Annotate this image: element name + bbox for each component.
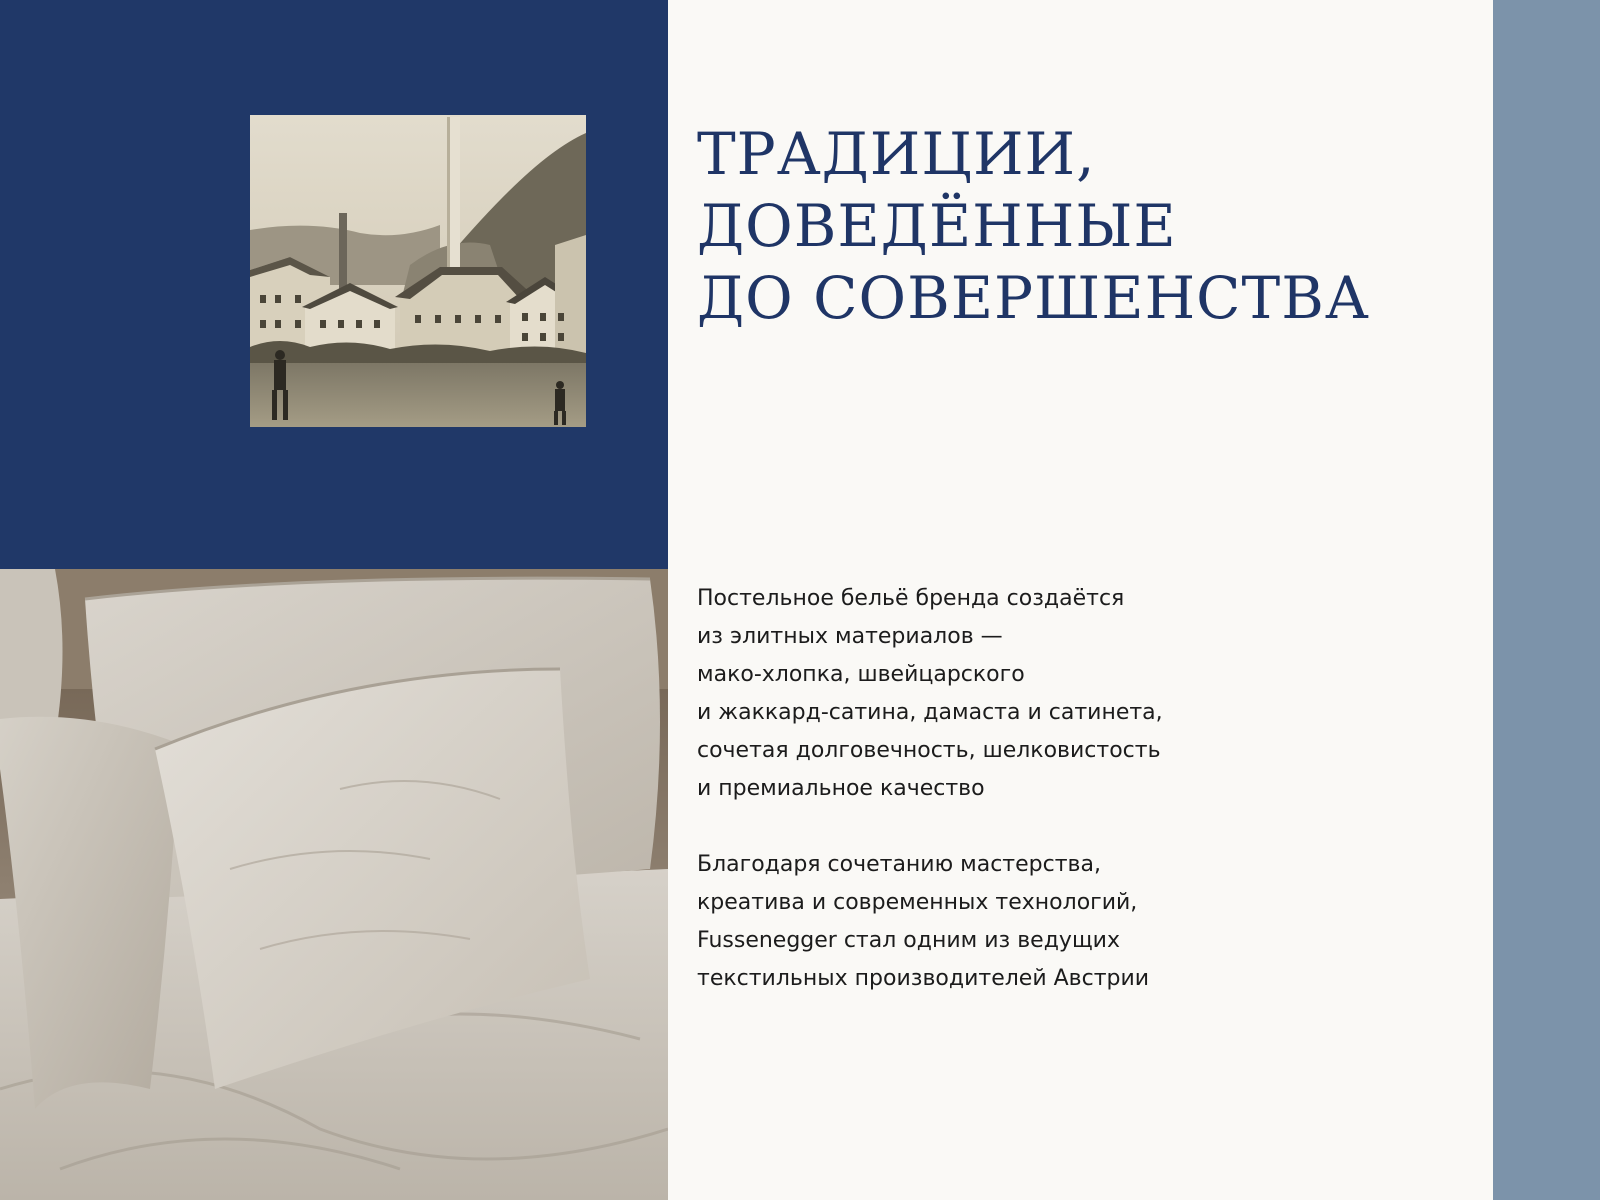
text-line: Fussenegger стал одним из ведущих [697, 928, 1120, 953]
historic-factory-photo [250, 115, 586, 427]
title-line: ДО СОВЕРШЕНСТВА [697, 264, 1370, 332]
text-line: из элитных материалов — [697, 624, 1003, 649]
text-line: Благодаря сочетанию мастерства, [697, 852, 1101, 877]
title-line: ТРАДИЦИИ, [697, 120, 1096, 188]
text-line: и жаккард-сатина, дамаста и сатинета, [697, 700, 1163, 725]
side-strip [1493, 0, 1600, 1200]
page-title [697, 118, 1457, 334]
text-line: и премиальное качество [697, 776, 985, 801]
title-line: ДОВЕДЁННЫЕ [697, 192, 1177, 260]
linen-pillows-photo [0, 569, 668, 1200]
description-paragraph [697, 580, 1257, 808]
text-line: Постельное бельё бренда создаётся [697, 586, 1125, 611]
text-line: текстильных производителей Австрии [697, 966, 1150, 991]
text-line: креатива и современных технологий, [697, 890, 1138, 915]
text-line: мако-хлопка, швейцарского [697, 662, 1025, 687]
text-line: сочетая долговечность, шелковистость [697, 738, 1161, 763]
brand-paragraph [697, 846, 1257, 998]
